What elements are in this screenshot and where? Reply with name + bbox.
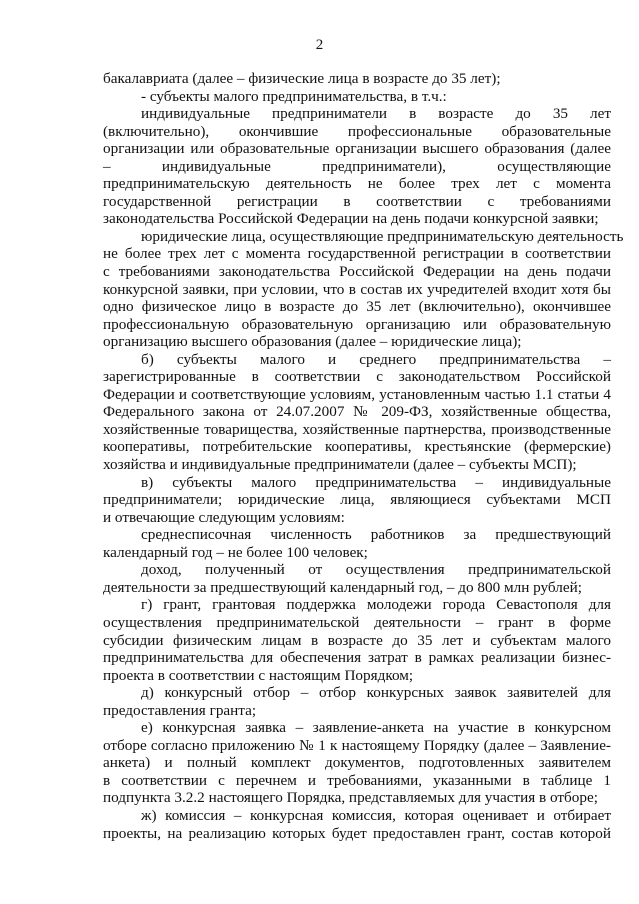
text-line: предпринимательства для обеспечения затрат в рамках реализации бизнес-: [103, 649, 611, 667]
text-line: Федерального закона от 24.07.2007 № 209-ФЗ, хозяйственные общества,: [103, 403, 611, 421]
paragraph: [103, 227, 624, 351]
text-line: д) конкурсный отбор – отбор конкурсных заявок заявителей для: [141, 684, 611, 702]
text-line: предоставления гранта;: [103, 701, 257, 719]
text-line: хозяйства и индивидуальные предприниматели (далее – субъекты МСП);: [103, 456, 577, 474]
text-line: индивидуальные предприниматели в возрасте до 35 лет: [141, 105, 611, 123]
text-line: отборе согласно приложению № 1 к настоящему Порядку (далее – Заявление-: [103, 736, 611, 754]
paragraph: [103, 351, 611, 474]
page-number: 2: [315, 37, 324, 53]
paragraph: [103, 70, 611, 88]
text-line: Федерации и соответствующие условиям, установленным частью 1.1 статьи 4: [103, 385, 611, 403]
text-line: законодательства Российской Федерации на день подачи конкурсной заявки;: [103, 210, 599, 228]
text-line: конкурсной заявки, при условии, что в состав их учредителей входит хотя бы: [103, 280, 611, 298]
text-line: предпринимательскую деятельность не более трех лет с момента: [103, 175, 611, 193]
paragraph: [103, 105, 611, 228]
text-line: в) субъекты малого предпринимательства – индивидуальные: [141, 473, 611, 491]
paragraph: [103, 807, 611, 842]
text-line: государственной регистрации в соответствии с требованиями: [103, 192, 611, 210]
document-body: [103, 70, 624, 842]
text-line: проекта в соответствии с настоящим Порядком;: [103, 666, 414, 684]
text-line: юридические лица, осуществляющие предпринимательскую деятельность: [141, 227, 624, 245]
paragraph: [103, 526, 611, 561]
text-line: е) конкурсная заявка – заявление-анкета на участие в конкурсном: [141, 719, 611, 737]
text-line: - субъекты малого предпринимательства, в т.ч.:: [141, 87, 447, 105]
paragraph: [103, 88, 611, 106]
paragraph: [103, 561, 611, 596]
text-line: (включительно), окончившие профессиональные образовательные: [103, 122, 611, 140]
text-line: субсидии физическим лицам в возрасте до 35 лет и субъектам малого: [103, 631, 611, 649]
text-line: доход, полученный от осуществления предпринимательской: [141, 561, 611, 579]
paragraph: [103, 719, 611, 807]
text-line: предприниматели; юридические лица, являющиеся субъектами МСП: [103, 491, 611, 509]
text-line: профессиональную образовательную организацию или образовательную: [103, 315, 611, 333]
text-line: проекты, на реализацию которых будет предоставлен грант, состав которой: [103, 824, 611, 842]
text-line: и отвечающие следующим условиям:: [103, 508, 345, 526]
text-line: в соответствии с перечнем и требованиями, указанными в таблице 1: [103, 771, 611, 789]
text-line: одно физическое лицо в возрасте до 35 лет (включительно), окончившее: [103, 298, 611, 316]
paragraph: [103, 684, 611, 719]
text-line: деятельности за предшествующий календарный год, – до 800 млн рублей;: [103, 578, 582, 596]
text-line: организацию высшего образования (далее – юридические лица);: [103, 333, 522, 351]
text-line: подпункта 3.2.2 настоящего Порядка, представляемых для участия в отборе;: [103, 789, 598, 807]
text-line: анкета) и полный комплект документов, подготовленных заявителем: [103, 754, 611, 772]
text-line: бакалавриата (далее – физические лица в возрасте до 35 лет);: [103, 70, 501, 87]
text-line: г) грант, грантовая поддержка молодежи города Севастополя для: [141, 596, 611, 614]
paragraph: [103, 596, 611, 684]
text-line: с требованиями законодательства Российской Федерации на день подачи: [103, 263, 611, 281]
paragraph: [103, 474, 611, 527]
text-line: организации или образовательные организации высшего образования (далее: [103, 140, 611, 158]
text-line: кооперативы, потребительские кооперативы, крестьянские (фермерские): [103, 438, 611, 456]
text-line: календарный год – не более 100 человек;: [103, 543, 368, 561]
text-line: – индивидуальные предприниматели), осуществляющие: [103, 157, 611, 175]
text-line: зарегистрированные в соответствии с законодательством Российской: [103, 368, 611, 386]
text-line: среднесписочная численность работников за предшествующий: [141, 526, 611, 544]
text-line: б) субъекты малого и среднего предпринимательства –: [141, 350, 611, 368]
text-line: не более трех лет с момента государственной регистрации в соответствии: [103, 245, 611, 263]
text-line: хозяйственные товарищества, хозяйственные партнерства, производственные: [103, 420, 611, 438]
text-line: осуществления предпринимательской деятельности – грант в форме: [103, 613, 611, 631]
text-line: ж) комиссия – конкурсная комиссия, которая оценивает и отбирает: [141, 806, 611, 824]
